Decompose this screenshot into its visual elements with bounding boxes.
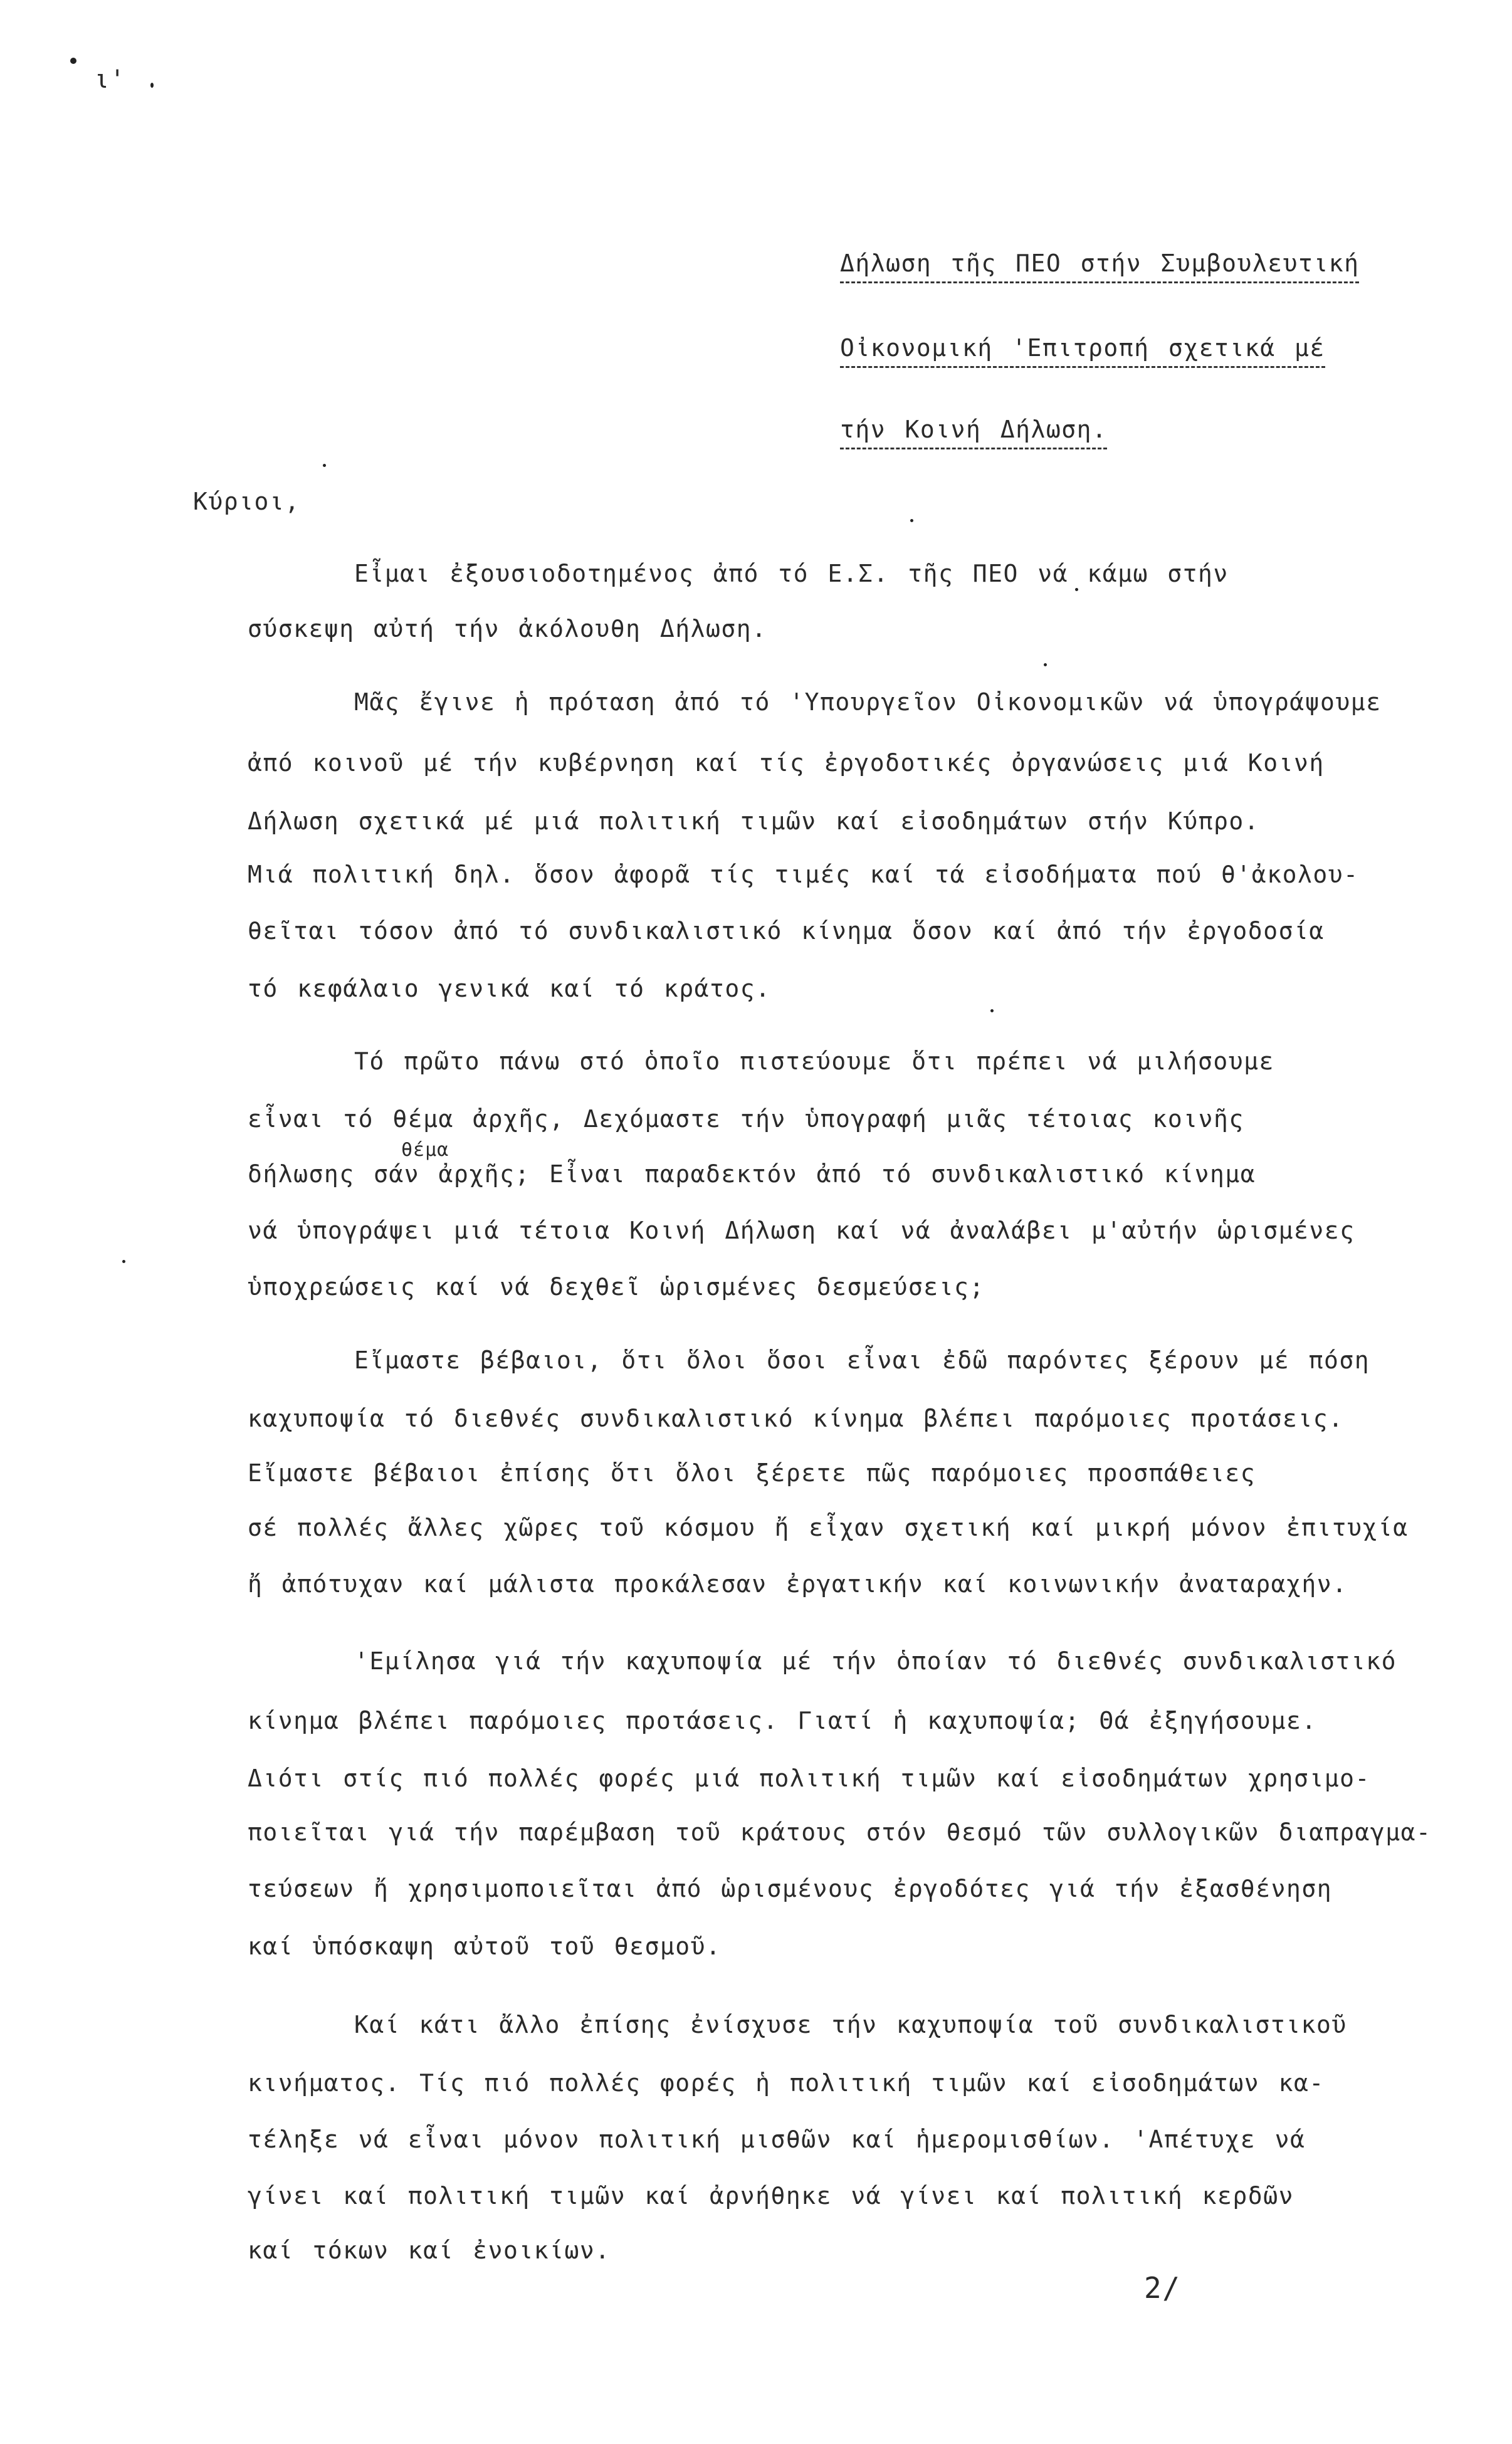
paragraph-line: τέληξε νά εἶναι μόνον πολιτική μισθῶν καί ἡμερομισθίων. 'Απέτυχε νά: [248, 2126, 1306, 2153]
paragraph-line: Εἶμαι ἐξουσιοδοτημένος ἀπό τό Ε.Σ. τῆς ΠΕΟ νά κάμω στήν: [354, 560, 1229, 587]
paragraph-line: Τό πρῶτο πάνω στό ὁποῖο πιστεύουμε ὅτι πρέπει νά μιλήσουμε: [354, 1047, 1274, 1075]
paragraph-line: Καί κάτι ἄλλο ἐπίσης ἐνίσχυσε τήν καχυποψία τοῦ συνδικαλιστικοῦ: [354, 2011, 1347, 2038]
paragraph-line: ποιεῖται γιά τήν παρέμβαση τοῦ κράτους στόν θεσμό τῶν συλλογικῶν διαπραγμα-: [248, 1818, 1432, 1846]
paragraph-line: ἤ ἀπότυχαν καί μάλιστα προκάλεσαν ἐργατικήν καί κοινωνικήν ἀναταραχήν.: [248, 1570, 1348, 1598]
paragraph-line: καχυποψία τό διεθνές συνδικαλιστικό κίνημα βλέπει παρόμοιες προτάσεις.: [248, 1405, 1344, 1432]
paragraph-line: γίνει καί πολιτική τιμῶν καί ἀρνήθηκε νά γίνει καί πολιτική κερδῶν: [248, 2182, 1294, 2210]
paragraph-line: σέ πολλές ἄλλες χῶρες τοῦ κόσμου ἤ εἶχαν σχετική καί μικρή μόνον ἐπιτυχία: [248, 1514, 1409, 1541]
salutation: Κύριοι,: [193, 488, 300, 515]
paragraph-line: ὑποχρεώσεις καί νά δεχθεῖ ὡρισμένες δεσμεύσεις;: [248, 1273, 985, 1301]
scan-speck: [122, 1260, 125, 1263]
scan-speck: [150, 83, 154, 88]
paragraph-line: κίνημα βλέπει παρόμοιες προτάσεις. Γιατί ἡ καχυποψία; Θά ἐξηγήσουμε.: [248, 1707, 1317, 1734]
scan-speck: [1044, 663, 1047, 666]
scan-speck: [910, 519, 913, 522]
handwritten-insertion: θέμα: [401, 1139, 449, 1161]
paragraph-line: 'Εμίλησα γιά τήν καχυποψία μέ τήν ὁποίαν τό διεθνές συνδικαλιστικό: [354, 1647, 1397, 1675]
page-marker: 2/: [1144, 2271, 1181, 2305]
paragraph-line: τό κεφάλαιο γενικά καί τό κράτος.: [248, 975, 771, 1002]
heading-line-1: Δήλωση τῆς ΠΕΟ στήν Συμβουλευτική: [840, 248, 1359, 283]
paragraph-line: δήλωσης σάν ἀρχῆς; Εἶναι παραδεκτόν ἀπό τό συνδικαλιστικό κίνημα: [248, 1160, 1256, 1188]
paragraph-line: Εἴμαστε βέβαιοι ἐπίσης ὅτι ὅλοι ξέρετε πῶς παρόμοιες προσπάθειες: [248, 1459, 1256, 1487]
paragraph-line: Διότι στίς πιό πολλές φορές μιά πολιτική τιμῶν καί εἰσοδημάτων χρησιμο-: [248, 1765, 1370, 1792]
paragraph-line: νά ὑπογράψει μιά τέτοια Κοινή Δήλωση καί νά ἀναλάβει μ'αὐτήν ὡρισμένες: [248, 1217, 1355, 1244]
paragraph-line: Δήλωση σχετικά μέ μιά πολιτική τιμῶν καί εἰσοδημάτων στήν Κύπρο.: [248, 807, 1260, 835]
heading-line-3: τήν Κοινή Δήλωση.: [840, 414, 1107, 449]
paragraph-line: ἀπό κοινοῦ μέ τήν κυβέρνηση καί τίς ἐργοδοτικές ὀργανώσεις μιά Κοινή: [248, 749, 1325, 777]
paragraph-line: καί τόκων καί ἐνοικίων.: [248, 2237, 611, 2264]
paragraph-line: θεῖται τόσον ἀπό τό συνδικαλιστικό κίνημα ὅσον καί ἀπό τήν ἐργοδοσία: [248, 917, 1325, 945]
paragraph-line: τεύσεων ἤ χρησιμοποιεῖται ἀπό ὡρισμένους ἐργοδότες γιά τήν ἐξασθένηση: [248, 1875, 1333, 1902]
scan-speck: [323, 464, 326, 467]
paragraph-line: εἶναι τό θέμα ἀρχῆς, Δεχόμαστε τήν ὑπογραφή μιᾶς τέτοιας κοινῆς: [248, 1105, 1244, 1133]
scan-speck: [70, 58, 76, 64]
paragraph-line: κινήματος. Τίς πιό πολλές φορές ἡ πολιτική τιμῶν καί εἰσοδημάτων κα-: [248, 2069, 1325, 2097]
corner-mark: ι': [94, 65, 126, 94]
paragraph-line: Εἴμαστε βέβαιοι, ὅτι ὅλοι ὅσοι εἶναι ἐδῶ παρόντες ξέρουν μέ πόση: [354, 1346, 1370, 1374]
paragraph-line: Μᾶς ἔγινε ἡ πρόταση ἀπό τό 'Υπουργεῖον Οἰκονομικῶν νά ὑπογράψουμε: [354, 688, 1382, 716]
paragraph-line: Μιά πολιτική δηλ. ὅσον ἀφορᾶ τίς τιμές καί τά εἰσοδήματα πού θ'ἀκολου-: [248, 861, 1359, 888]
paragraph-line: καί ὑπόσκαψη αὐτοῦ τοῦ θεσμοῦ.: [248, 1933, 722, 1960]
heading-line-2: Οἰκονομική 'Επιτροπή σχετικά μέ: [840, 332, 1325, 368]
scan-speck: [990, 1009, 994, 1012]
paragraph-line: σύσκεψη αὐτή τήν ἀκόλουθη Δήλωση.: [248, 615, 767, 642]
